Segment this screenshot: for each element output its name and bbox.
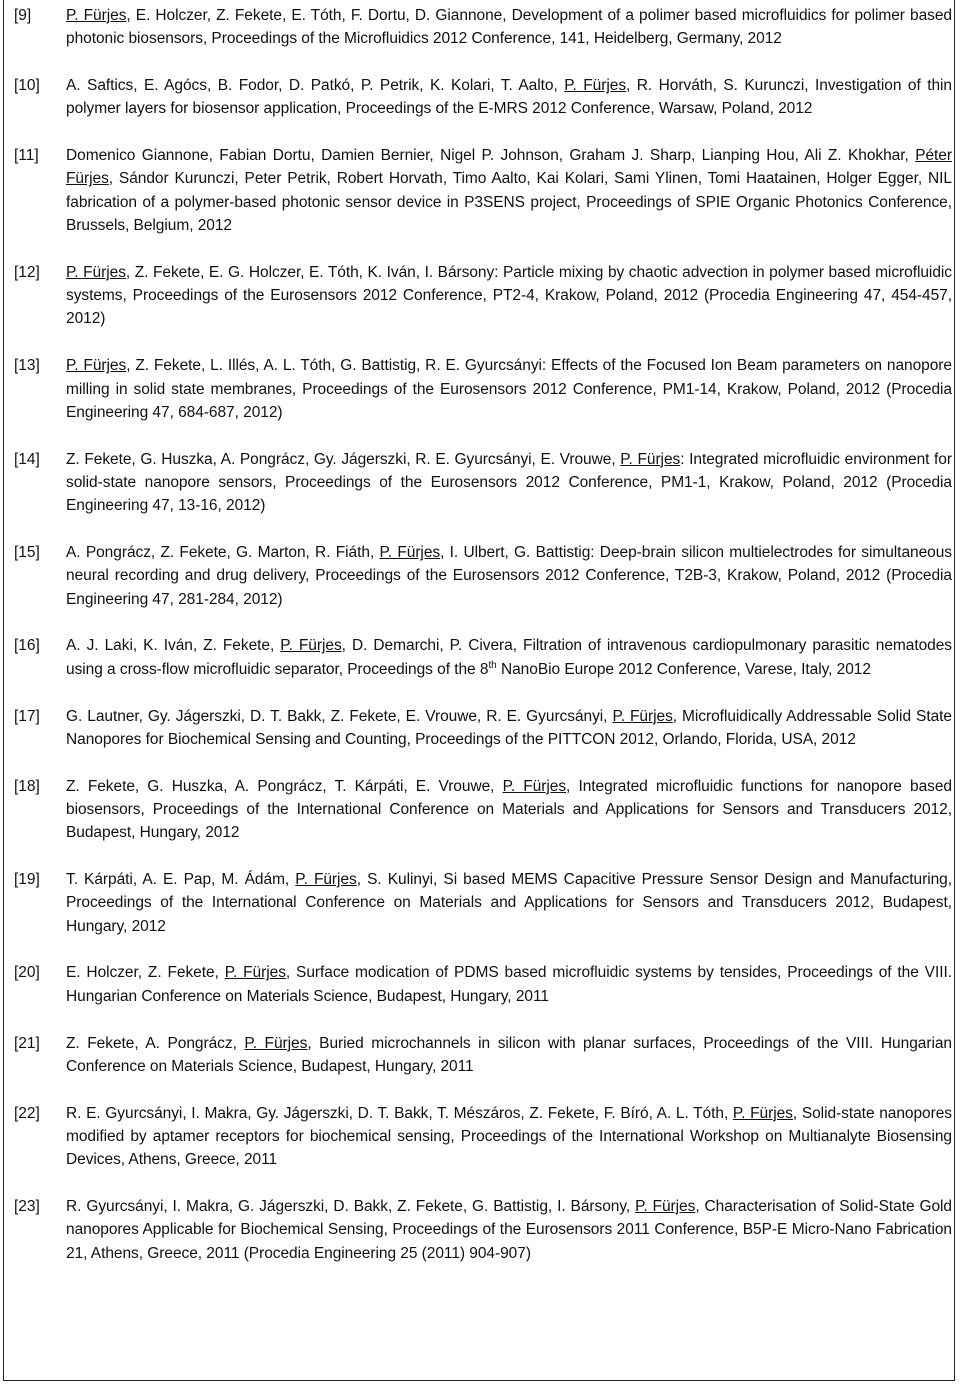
reference-number: [18] — [14, 777, 40, 795]
reference-number: [9] — [14, 7, 32, 24]
reference-segment: A. Saftics, E. Agócs, B. Fodor, D. Patkó, P. Petrik, K. Kolari, T. Aalto, — [66, 77, 565, 95]
reference-segment: : Integrated microfluidic environment for solid-state nanopore sensors, Proceedings of the Eurosensors 2012 Conference, PM1-1, Krakow, Poland, 2012 (Procedia Engineering 47, 13-16, 2012) — [66, 450, 952, 515]
reference-item — [14, 775, 952, 845]
reference-segment: , Sándor Kurunczi, Peter Petrik, Robert Horvath, Timo Aalto, Kai Kolari, Sami Ylinen, Tomi Haatainen, Holger Egger, NIL fabrication of a polymer-based photonic sensor device in P3SENS project, Proceedings of SPIE Organic Photonics Conference, Brussels, Belgium, 2012 — [66, 170, 952, 235]
reference-segment: , Solid-state nanopores modified by aptamer receptors for biochemical sensing, Proceedings of the International Workshop on Multianalyte Biosensing Devices, Athens, Greece, 2011 — [66, 1104, 952, 1169]
reference-text — [66, 261, 952, 331]
reference-segment: , Surface modication of PDMS based microfluidic systems by tensides, Proceedings of the VIII. Hungarian Conference on Materials Science, Budapest, Hungary, 2011 — [66, 964, 952, 1005]
reference-segment: Z. Fekete, A. Pongrácz, — [66, 1034, 245, 1052]
reference-text — [66, 1032, 952, 1079]
author-highlight: P. Fürjes — [379, 544, 441, 562]
reference-segment: A. Pongrácz, Z. Fekete, G. Marton, R. Fiáth, — [66, 544, 380, 562]
reference-segment: Z. Fekete, G. Huszka, A. Pongrácz, Gy. Jágerszki, R. E. Gyurcsányi, E. Vrouwe, — [66, 450, 621, 468]
reference-item — [14, 354, 952, 424]
reference-text — [66, 4, 952, 51]
author-highlight: P. Fürjes — [564, 77, 627, 95]
reference-segment: Z. Fekete, G. Huszka, A. Pongrácz, T. Kárpáti, E. Vrouwe, — [66, 777, 503, 795]
author-highlight: P. Fürjes — [502, 777, 567, 795]
reference-segment: , Characterisation of Solid-State Gold nanopores Applicable for Biochemical Sensing, Proceedings of the Eurosensors 2011 Conference, B5P-E Micro-Nano Fabrication 21, Athens, Greece, 2011 (Procedia Engineering 25 (2011) 904-907) — [66, 1197, 952, 1262]
reference-item — [14, 448, 952, 518]
author-highlight: P. Fürjes — [66, 7, 127, 24]
author-highlight: P. Fürjes — [635, 1197, 696, 1215]
reference-number: [22] — [14, 1104, 40, 1122]
reference-text — [66, 354, 952, 424]
reference-segment: Domenico Giannone, Fabian Dortu, Damien Bernier, Nigel P. Johnson, Graham J. Sharp, Lianping Hou, Ali Z. Khokhar, — [66, 147, 916, 165]
reference-segment: , E. Holczer, Z. Fekete, E. Tóth, F. Dortu, D. Giannone, Development of a polimer based microfluidics for polimer based photonic biosensors, Proceedings of the Microfluidics 2012 Conference, 141, Heidelberg, Germany, 2012 — [66, 7, 952, 48]
reference-number: [11] — [14, 147, 39, 165]
reference-segment: , Z. Fekete, E. G. Holczer, E. Tóth, K. Iván, I. Bársony: Particle mixing by chaotic advection in polymer based microfluidic systems, Proceedings of the Eurosensors 2012 Conference, PT2-4, Krakow, Poland, 2012 (Procedia Engineering 47, 454-457, 2012) — [66, 263, 952, 328]
reference-text — [66, 1102, 952, 1172]
reference-segment: R. E. Gyurcsányi, I. Makra, Gy. Jágerszki, D. T. Bakk, T. Mészáros, Z. Fekete, F. Bíró, A. L. Tóth, — [66, 1104, 733, 1122]
reference-text — [66, 634, 952, 681]
reference-number: [15] — [14, 544, 40, 562]
reference-number: [17] — [14, 707, 40, 725]
reference-list — [14, 4, 952, 1288]
reference-item — [14, 541, 952, 611]
reference-text — [66, 144, 952, 237]
reference-number: [13] — [14, 357, 40, 375]
reference-segment: R. Gyurcsányi, I. Makra, G. Jágerszki, D. Bakk, Z. Fekete, G. Battistig, I. Bársony, — [66, 1197, 636, 1215]
reference-number: [19] — [14, 871, 40, 889]
reference-text — [66, 868, 952, 938]
author-highlight: P. Fürjes — [244, 1034, 308, 1052]
reference-segment: , D. Demarchi, P. Civera, Filtration of intravenous cardiopulmonary parasitic nematodes using a cross-flow microfluidic separator, Proceedings of the 8 — [66, 637, 952, 678]
reference-item — [14, 634, 952, 681]
reference-number: [23] — [14, 1197, 40, 1215]
reference-item — [14, 868, 952, 938]
reference-number: [21] — [14, 1034, 40, 1052]
reference-number: [10] — [14, 77, 40, 95]
reference-segment: , Microfluidically Addressable Solid State Nanopores for Biochemical Sensing and Counting, Proceedings of the PITTCON 2012, Orlando, Florida, USA, 2012 — [66, 707, 952, 748]
reference-segment: , S. Kulinyi, Si based MEMS Capacitive Pressure Sensor Design and Manufacturing, Proceedings of the International Conference on Materials and Applications for Sensors and Transducers 2012, Budapest, Hungary, 2012 — [66, 871, 952, 935]
author-highlight: P. Fürjes — [224, 964, 286, 982]
reference-item — [14, 4, 952, 51]
reference-segment: , Buried microchannels in silicon with planar surfaces, Proceedings of the VIII. Hungarian Conference on Materials Science, Budapest, Hungary, 2011 — [66, 1034, 952, 1075]
author-highlight: P. Fürjes — [620, 450, 681, 468]
reference-item — [14, 1032, 952, 1079]
reference-segment: E. Holczer, Z. Fekete, — [66, 964, 225, 982]
document-page — [3, 0, 955, 1381]
author-highlight: P. Fürjes — [732, 1104, 793, 1122]
reference-text — [66, 541, 952, 611]
author-highlight: P. Fürjes — [66, 357, 127, 375]
reference-item — [14, 261, 952, 331]
reference-item — [14, 1195, 952, 1265]
reference-text — [66, 74, 952, 121]
reference-text — [66, 775, 952, 845]
reference-segment: T. Kárpáti, A. E. Pap, M. Ádám, — [66, 871, 296, 889]
author-highlight: P. Fürjes — [295, 871, 357, 889]
reference-segment: A. J. Laki, K. Iván, Z. Fekete, — [66, 637, 281, 655]
reference-text — [66, 705, 952, 752]
reference-item — [14, 961, 952, 1008]
reference-item — [14, 1102, 952, 1172]
reference-segment: NanoBio Europe 2012 Conference, Varese, Italy, 2012 — [496, 660, 871, 678]
reference-segment: , R. Horváth, S. Kurunczi, Investigation of thin polymer layers for biosensor application, Proceedings of the E-MRS 2012 Conference, Warsaw, Poland, 2012 — [66, 77, 952, 118]
author-highlight: P. Fürjes — [280, 637, 342, 655]
reference-text — [66, 448, 952, 518]
reference-number: [20] — [14, 964, 40, 982]
reference-segment: G. Lautner, Gy. Jágerszki, D. T. Bakk, Z. Fekete, E. Vrouwe, R. E. Gyurcsányi, — [66, 707, 613, 725]
reference-number: [16] — [14, 637, 40, 655]
author-highlight: P. Fürjes — [66, 263, 126, 281]
reference-segment: , Z. Fekete, L. Illés, A. L. Tóth, G. Battistig, R. E. Gyurcsányi: Effects of the Focused Ion Beam parameters on nanopore milling in solid state membranes, Proceedings of the Eurosensors 2012 Conference, PM1-14, Krakow, Poland, 2012 (Procedia Engineering 47, 684-687, 2012) — [66, 357, 952, 421]
reference-number: [14] — [14, 450, 40, 468]
author-highlight: P. Fürjes — [612, 707, 673, 725]
reference-number: [12] — [14, 263, 40, 281]
reference-item — [14, 705, 952, 752]
reference-item — [14, 74, 952, 121]
author-highlight: Péter Fürjes — [66, 147, 952, 188]
reference-text — [66, 961, 952, 1008]
ordinal-superscript: th — [488, 659, 497, 671]
reference-item — [14, 144, 952, 237]
reference-segment: , I. Ulbert, G. Battistig: Deep-brain silicon multielectrodes for simultaneous neural recording and drug delivery, Proceedings of the Eurosensors 2012 Conference, T2B-3, Krakow, Poland, 2012 (Procedia Engineering 47, 281-284, 2012) — [66, 544, 952, 608]
reference-text — [66, 1195, 952, 1265]
reference-segment: , Integrated microfluidic functions for nanopore based biosensors, Proceedings of the International Conference on Materials and Applications for Sensors and Transducers 2012, Budapest, Hungary, 2012 — [66, 777, 952, 842]
